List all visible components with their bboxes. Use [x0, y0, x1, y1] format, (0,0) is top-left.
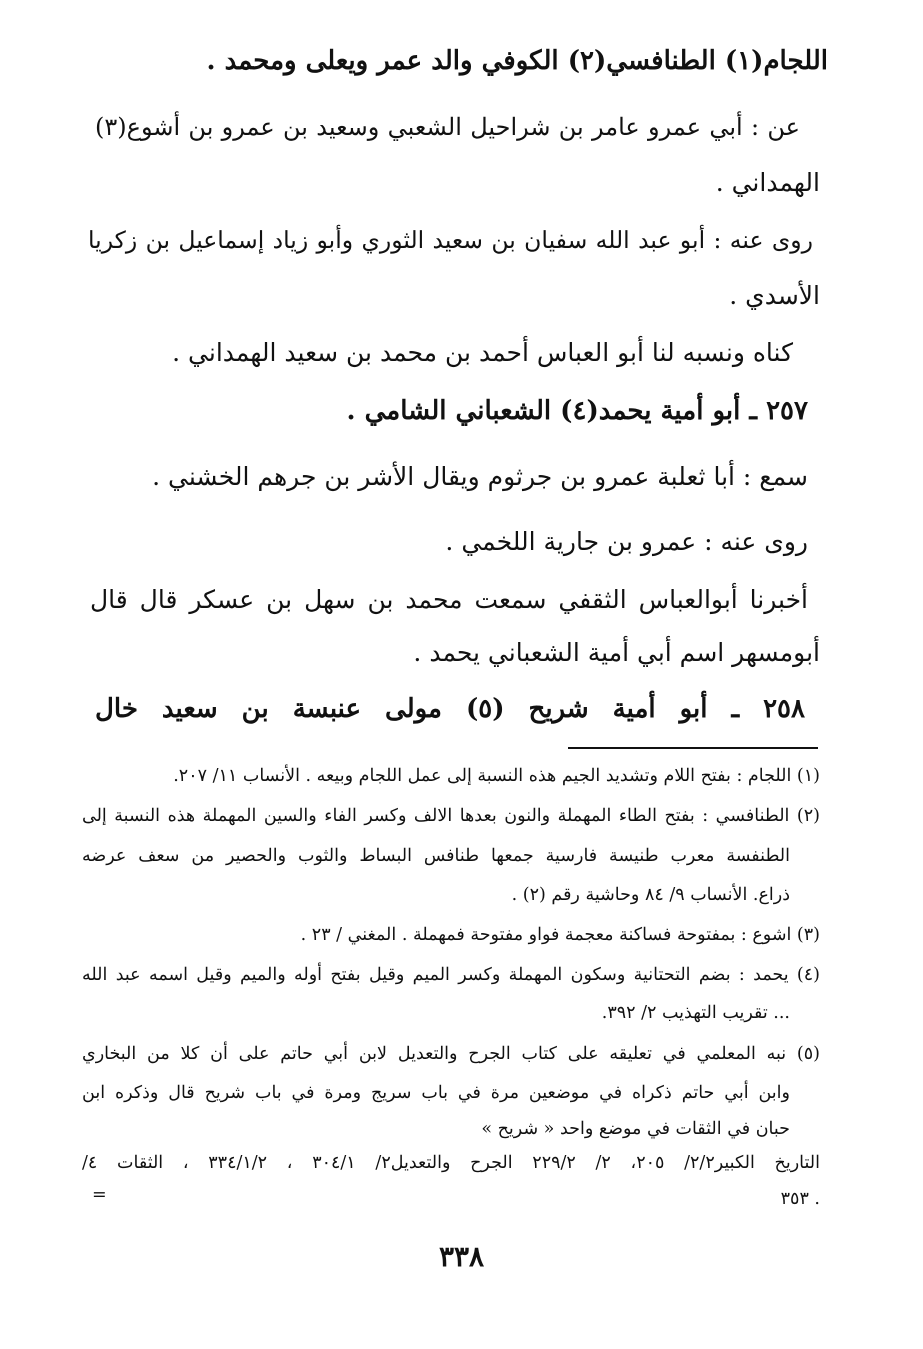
entry-heading-257: ٢٥٧ ـ أبو أمية يحمد(٤) الشعباني الشامي . [346, 396, 808, 426]
footnote-3: (٣) اشوع : بمفتوحة فساكنة معجمة فواو مفتوحة فمهملة . المغني / ٢٣ . [300, 925, 820, 945]
footnote-5-line-4: التاريخ الكبير٢/٢/ ٢٠٥، ٢/ ٢٢٩/٢ الجرح والتعديل٢/ ٣٠٤/١ ، ٣٣٤/١/٢ ، الثقات ٤/ [82, 1153, 820, 1173]
text-line-1: اللجام(١) الطنافسي(٢) الكوفي والد عمر ويعلى ومحمد . [206, 46, 828, 76]
footnote-2-line-1: (٢) الطنافسي : بفتح الطاء المهملة والنون بعدها الالف وكسر الفاء والسين المهملة هذه النسبة إلى [82, 806, 820, 826]
text-line-11: أبومسهر اسم أبي أمية الشعباني يحمد . [413, 638, 820, 667]
footnote-5-line-5: . ٣٥٣ [780, 1189, 820, 1209]
text-line-6: كناه ونسبه لنا أبو العباس أحمد بن محمد بن سعيد الهمداني . [172, 338, 793, 367]
footnote-2-line-2: الطنفسة معرب طنيسة فارسية جمعها طنافس البساط والثوب والحصير من سعف عرضه [82, 846, 790, 866]
text-line-3: الهمداني . [715, 168, 820, 197]
text-line-5: الأسدي . [729, 281, 820, 310]
text-line-10: أخبرنا أبوالعباس الثقفي سمعت محمد بن سهل بن عسكر قال قال [90, 585, 808, 614]
text-line-9: روى عنه : عمرو بن جارية اللخمي . [445, 527, 808, 556]
text-line-4: روى عنه : أبو عبد الله سفيان بن سعيد الثوري وأبو زياد إسماعيل بن زكريا [88, 226, 813, 254]
footnote-5-line-1: (٥) نبه المعلمي في تعليقه على كتاب الجرح والتعديل لابن أبي حاتم على أن كلا من البخاري [82, 1044, 820, 1064]
footnote-4-line-1: (٤) يحمد : بضم التحتانية وسكون المهملة وكسر الميم وقيل بفتح أوله والميم وقيل اسمه عبد الله [82, 965, 820, 985]
footnote-2-line-3: ذراع. الأنساب ٩/ ٨٤ وحاشية رقم (٢) . [511, 885, 790, 905]
text-line-8: سمع : أبا ثعلبة عمرو بن جرثوم ويقال الأشر بن جرهم الخشني . [152, 462, 808, 491]
continuation-mark: = [92, 1185, 107, 1205]
footnote-4-line-2: ... تقريب التهذيب ٢/ ٣٩٢. [601, 1003, 790, 1023]
page-number: ٣٣٨ [438, 1240, 485, 1273]
footnote-separator [568, 747, 818, 749]
entry-heading-258: ٢٥٨ ـ أبو أمية شريح (٥) مولى عنبسة بن سعيد خال [95, 694, 805, 724]
text-line-2: عن : أبي عمرو عامر بن شراحيل الشعبي وسعيد بن عمرو بن أشوع(٣) [95, 113, 800, 141]
footnote-5-line-2: وابن أبي حاتم ذكراه في موضعين مرة في باب سريج ومرة في باب شريح قال وذكره ابن [82, 1083, 790, 1103]
footnote-1: (١) اللجام : بفتح اللام وتشديد الجيم هذه النسبة إلى عمل اللجام وبيعه . الأنساب ١١/ ٢٠٧. [173, 766, 820, 786]
footnote-5-line-3: حبان في الثقات في موضع واحد « شريح » [481, 1119, 790, 1139]
